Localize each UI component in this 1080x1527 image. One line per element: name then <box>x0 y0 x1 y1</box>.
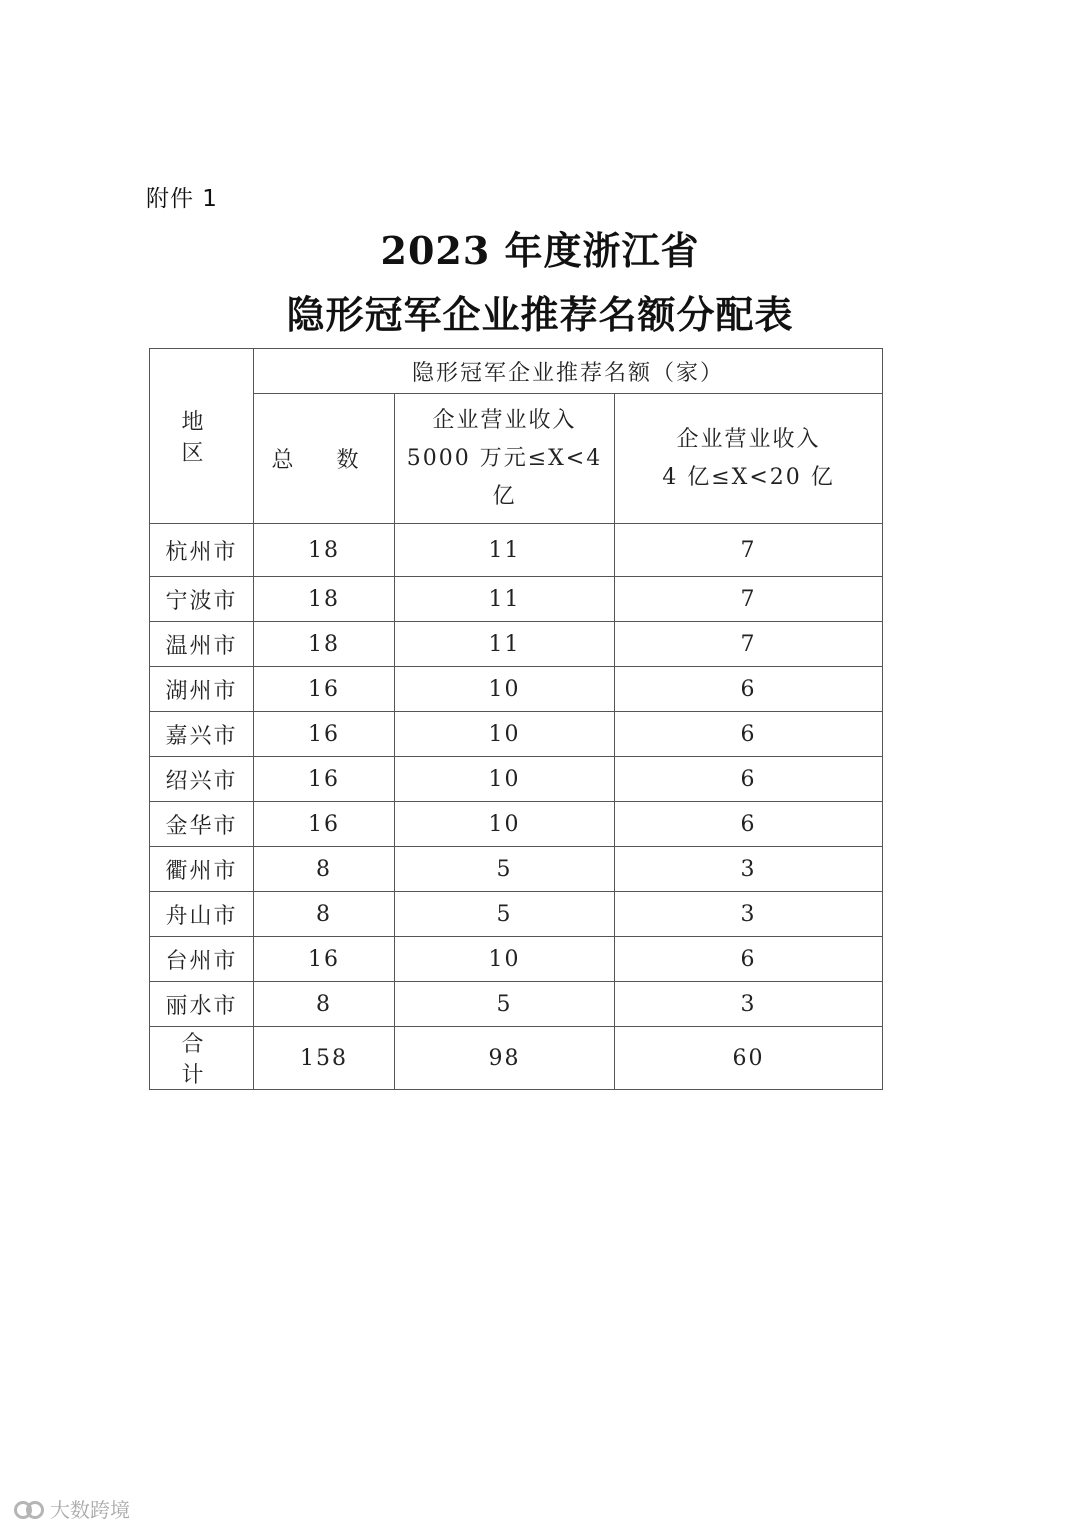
cell-total: 8 <box>254 982 395 1027</box>
cell-tier1: 5 <box>395 982 615 1027</box>
header-region-label: 地 区 <box>181 410 222 466</box>
cell-total: 8 <box>254 892 395 937</box>
header-tier2-line2: 4 亿≤X<20 亿 <box>662 464 835 490</box>
header-total <box>254 394 395 524</box>
cell-tier2: 3 <box>615 847 883 892</box>
table-row <box>150 937 883 982</box>
title-line-2: 隐形冠军企业推荐名额分配表 <box>286 292 794 337</box>
cell-tier2: 6 <box>615 757 883 802</box>
title-line-1: 2023 年度浙江省 <box>380 228 700 273</box>
cell-tier1: 10 <box>395 667 615 712</box>
cell-region: 杭州市 <box>150 524 254 577</box>
cell-tier1: 10 <box>395 712 615 757</box>
header-total-label: 总 数 <box>271 448 377 474</box>
cell-sum-tier1: 98 <box>395 1027 615 1090</box>
watermark <box>14 1494 130 1523</box>
cell-tier1: 5 <box>395 847 615 892</box>
cell-tier2: 7 <box>615 622 883 667</box>
table-row <box>150 982 883 1027</box>
cell-region: 丽水市 <box>150 982 254 1027</box>
cell-tier1: 11 <box>395 577 615 622</box>
cell-total: 16 <box>254 712 395 757</box>
header-tier2 <box>615 394 883 524</box>
table-row <box>150 667 883 712</box>
table-row <box>150 622 883 667</box>
table-row <box>150 577 883 622</box>
table-row <box>150 892 883 937</box>
cell-tier1: 5 <box>395 892 615 937</box>
cell-total: 18 <box>254 524 395 577</box>
cell-region: 绍兴市 <box>150 757 254 802</box>
cell-tier2: 7 <box>615 577 883 622</box>
cell-tier1: 11 <box>395 622 615 667</box>
cell-tier2: 6 <box>615 712 883 757</box>
header-tier2-line1: 企业营业收入 <box>676 426 821 452</box>
cell-tier2: 3 <box>615 982 883 1027</box>
cell-total: 18 <box>254 622 395 667</box>
cell-tier2: 7 <box>615 524 883 577</box>
table-row <box>150 757 883 802</box>
cell-total: 16 <box>254 667 395 712</box>
header-group: 隐形冠军企业推荐名额（家） <box>254 349 883 394</box>
attachment-label: 附件 1 <box>146 186 218 212</box>
cell-tier2: 6 <box>615 937 883 982</box>
cell-tier1: 10 <box>395 802 615 847</box>
header-tier1-line1: 企业营业收入 <box>432 407 577 433</box>
cell-region: 嘉兴市 <box>150 712 254 757</box>
header-tier1-line2: 5000 万元≤X<4 亿 <box>406 445 603 509</box>
cell-tier2: 3 <box>615 892 883 937</box>
cell-sum-tier2: 60 <box>615 1027 883 1090</box>
table-row <box>150 847 883 892</box>
cell-total: 16 <box>254 802 395 847</box>
document-title <box>0 222 1080 344</box>
cell-sum-total: 158 <box>254 1027 395 1090</box>
double-ring-logo-icon <box>14 1498 44 1520</box>
header-tier1 <box>395 394 615 524</box>
cell-tier1: 10 <box>395 757 615 802</box>
cell-region: 湖州市 <box>150 667 254 712</box>
cell-tier1: 10 <box>395 937 615 982</box>
cell-total: 16 <box>254 757 395 802</box>
cell-region: 衢州市 <box>150 847 254 892</box>
cell-total: 16 <box>254 937 395 982</box>
cell-region: 温州市 <box>150 622 254 667</box>
watermark-text: 大数跨境 <box>50 1498 130 1522</box>
sum-label: 合 计 <box>181 1032 222 1088</box>
cell-tier2: 6 <box>615 802 883 847</box>
cell-sum-label <box>150 1027 254 1090</box>
cell-total: 8 <box>254 847 395 892</box>
cell-tier1: 11 <box>395 524 615 577</box>
header-region <box>150 349 254 524</box>
cell-tier2: 6 <box>615 667 883 712</box>
table-sum-row <box>150 1027 883 1090</box>
cell-region: 台州市 <box>150 937 254 982</box>
cell-total: 18 <box>254 577 395 622</box>
cell-region: 舟山市 <box>150 892 254 937</box>
allocation-table <box>149 348 883 1090</box>
table-row <box>150 712 883 757</box>
table-row <box>150 802 883 847</box>
cell-region: 宁波市 <box>150 577 254 622</box>
cell-region: 金华市 <box>150 802 254 847</box>
table-row <box>150 524 883 577</box>
